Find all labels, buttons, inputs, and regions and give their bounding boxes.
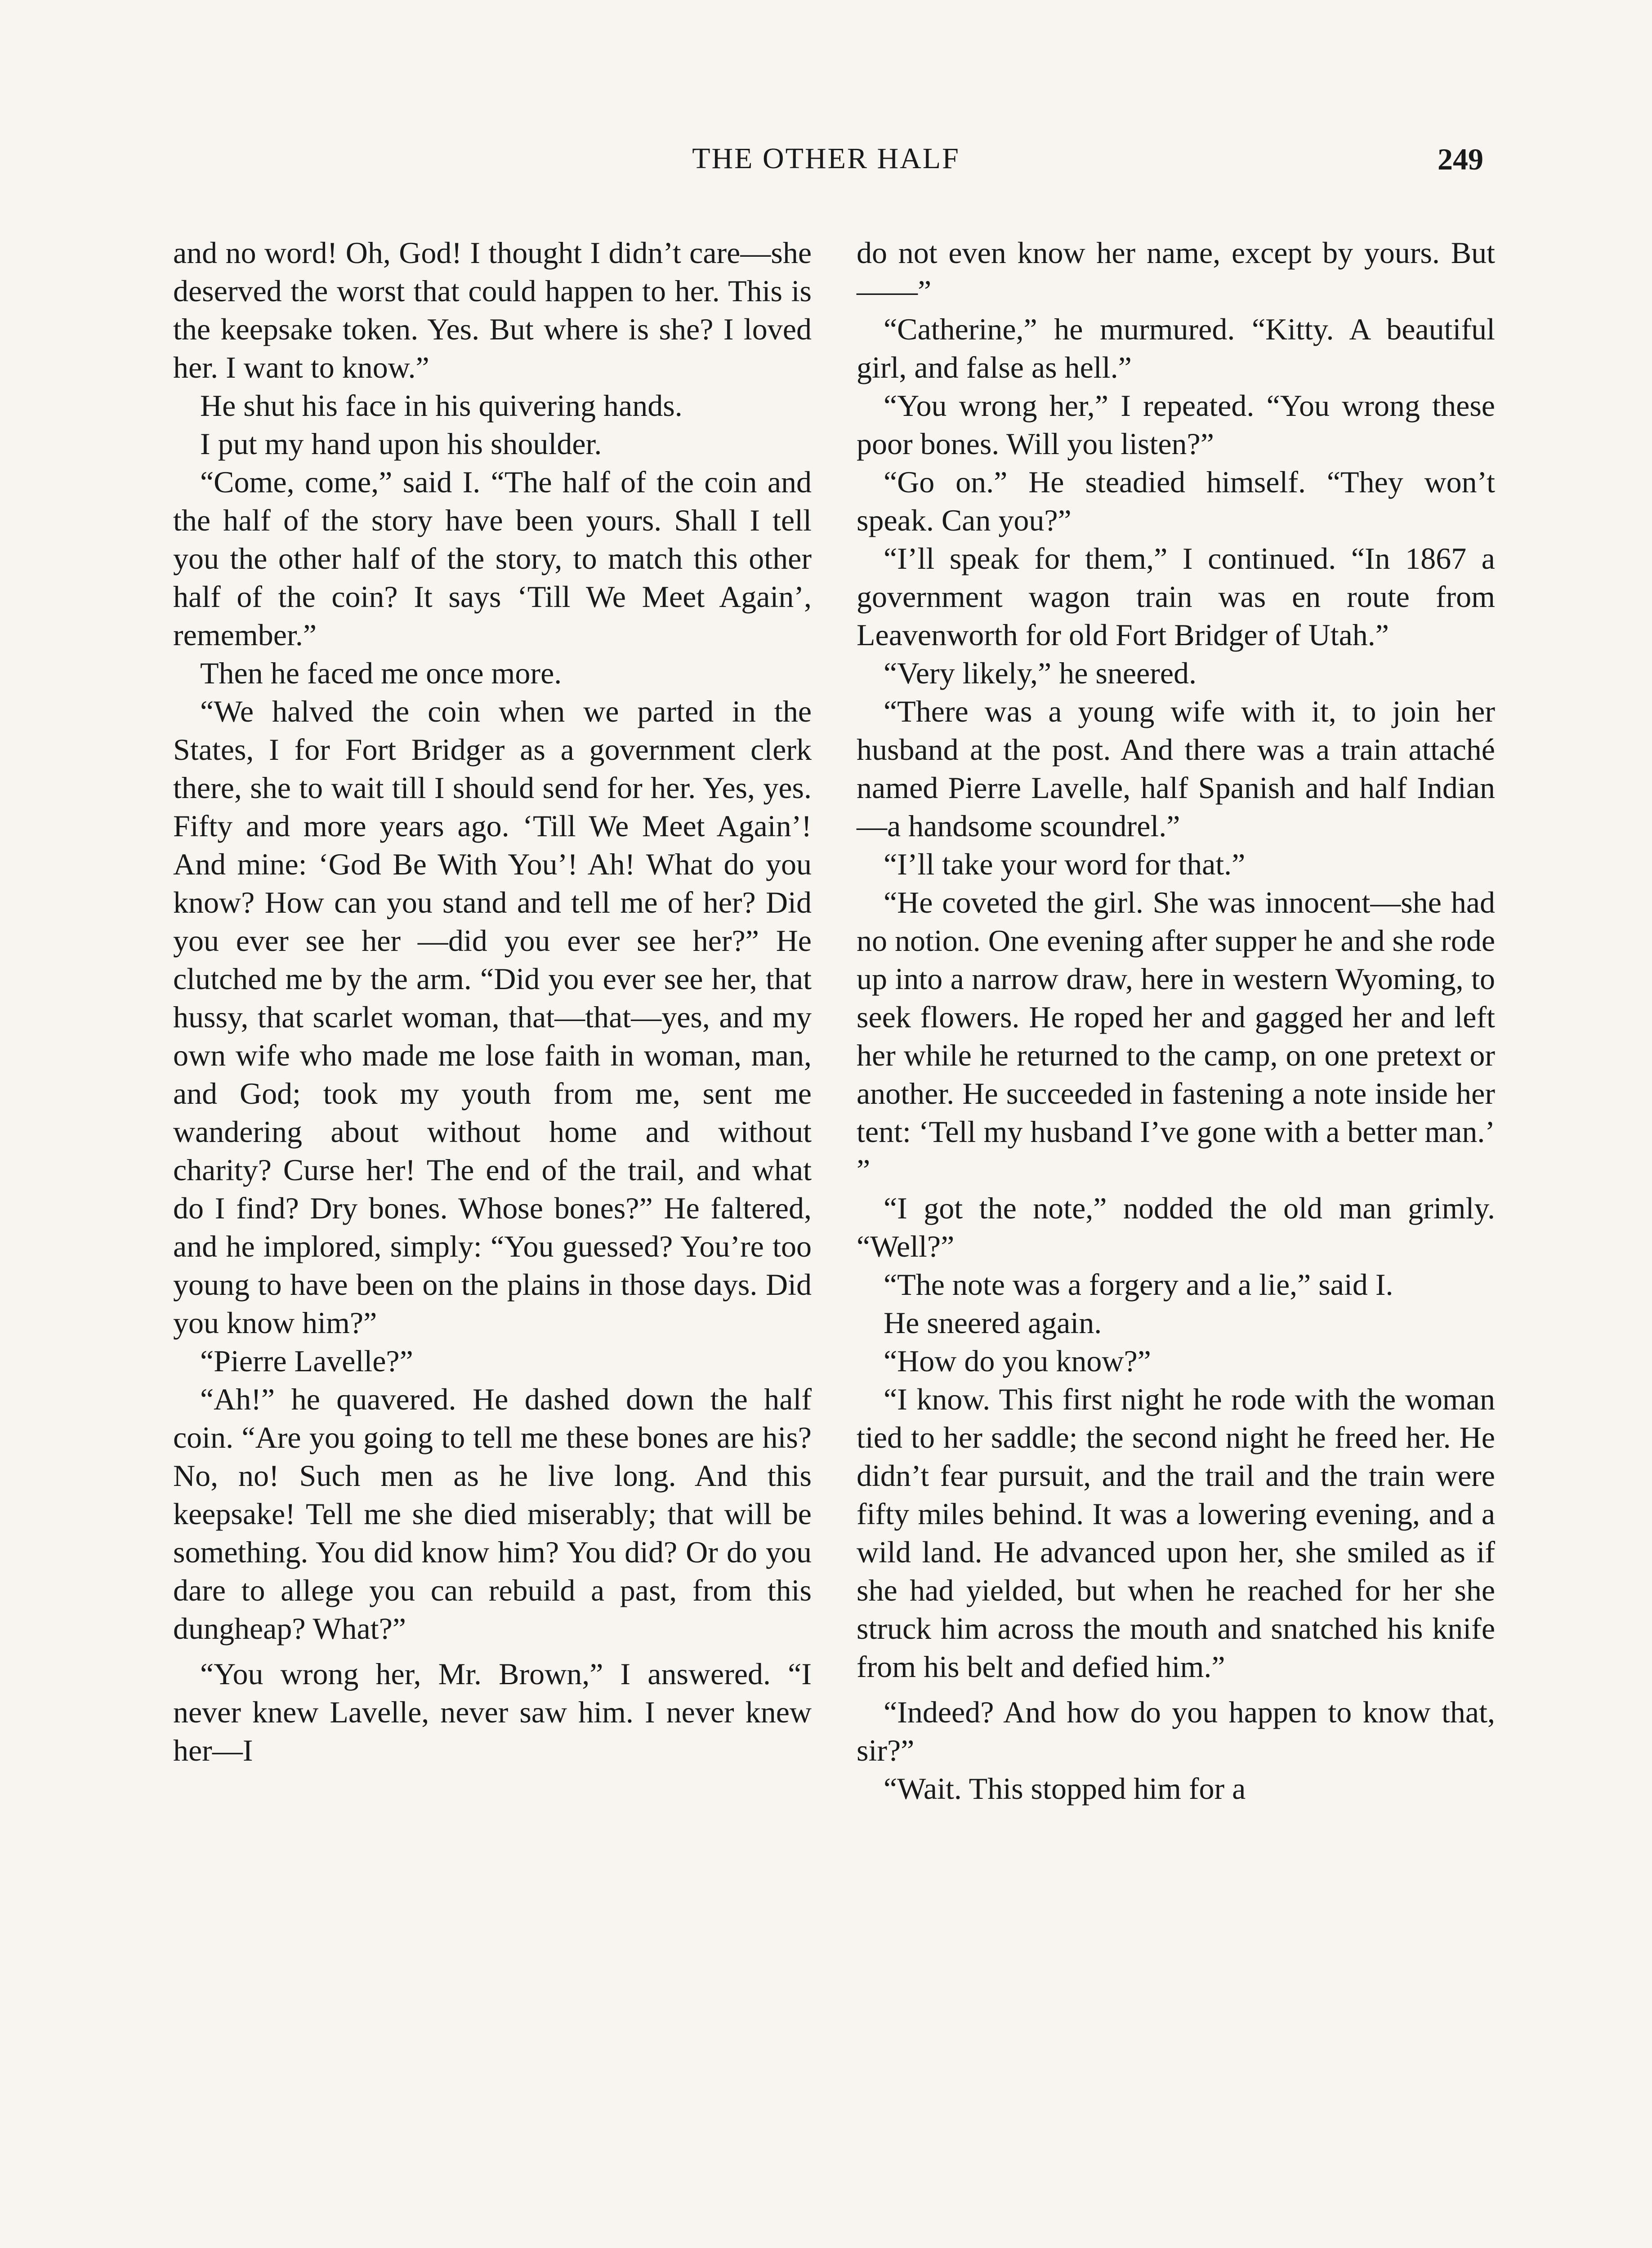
paragraph: “Catherine,” he murmured. “Kitty. A beautiful girl, and false as hell.”: [857, 312, 1495, 384]
paragraph: “You wrong her, Mr. Brown,” I answered. “I never knew Lavelle, never saw him. I never knew her—I: [173, 1657, 812, 1767]
paragraph: “Wait. This stopped him for a: [884, 1771, 1246, 1806]
paragraph: “I got the note,” nodded the old man grimly. “Well?”: [857, 1191, 1495, 1263]
paragraph: He shut his face in his quivering hands.: [200, 388, 683, 423]
paragraph: “Pierre Lavelle?”: [200, 1344, 413, 1378]
right-column: [857, 234, 1495, 1808]
paragraph: “I’ll take your word for that.”: [884, 847, 1246, 881]
paragraph: “Very likely,” he sneered.: [884, 656, 1197, 690]
paragraph: “You wrong her,” I repeated. “You wrong these poor bones. Will you listen?”: [857, 388, 1495, 461]
paragraph: “I know. This first night he rode with the woman tied to her saddle; the second night he freed her. He didn’t fear pursuit, and the trail and the train were fifty miles behind. It was a lowering evening, and a wild land. He advanced upon her, she smiled as if she had yielded, but when he reached for her she struck him across the mouth and snatched his knife from his belt and defied him.”: [857, 1382, 1495, 1684]
paragraph: “Come, come,” said I. “The half of the coin and the half of the story have been yours. Shall I tell you the other half of the story, to match this other half of the coin? It says ‘Till We Meet Again’, remember.”: [173, 465, 812, 652]
page-number: 249: [1438, 142, 1483, 176]
paragraph: He sneered again.: [884, 1306, 1102, 1340]
paragraph: “There was a young wife with it, to join her husband at the post. And there was a train attaché named Pierre Lavelle, half Spanish and half Indian—a handsome scoundrel.”: [857, 694, 1495, 843]
paragraph: “Ah!” he quavered. He dashed down the half coin. “Are you going to tell me these bones are his? No, no! Such men as he live long. And this keepsake! Tell me she died miserably; that will be something. You did know him? You did? Or do you dare to allege you can rebuild a past, from this dungheap? What?”: [173, 1382, 812, 1646]
paragraph: “The note was a forgery and a lie,” said I.: [884, 1267, 1393, 1302]
paragraph: do not even know her name, except by yours. But——”: [857, 236, 1495, 308]
paragraph: “Go on.” He steadied himself. “They won’t speak. Can you?”: [857, 465, 1495, 537]
paragraph: “How do you know?”: [884, 1344, 1151, 1378]
left-column: [173, 234, 812, 1770]
paragraph: “Indeed? And how do you happen to know that, sir?”: [857, 1695, 1495, 1767]
paragraph: and no word! Oh, God! I thought I didn’t care—she deserved the worst that could happen to her. This is the keepsake token. Yes. But where is she? I loved her. I want to know.”: [173, 236, 812, 384]
paragraph: I put my hand upon his shoulder.: [200, 427, 602, 461]
paragraph: “He coveted the girl. She was innocent—she had no notion. One evening after supper he and she rode up into a narrow draw, here in western Wyoming, to seek flowers. He roped her and gagged her and left her while he returned to the camp, on one pretext or another. He succeeded in fastening a note inside her tent: ‘Tell my husband I’ve gone with a better man.’ ”: [857, 885, 1495, 1187]
running-title: THE OTHER HALF: [692, 142, 960, 175]
paragraph: “We halved the coin when we parted in the States, I for Fort Bridger as a government clerk there, she to wait till I should send for her. Yes, yes. Fifty and more years ago. ‘Till We Meet Again’! And mine: ‘God Be With You’! Ah! What do you know? How can you stand and tell me of her? Did you ever see her —did you ever see her?” He clutched me by the arm. “Did you ever see her, that hussy, that scarlet woman, that—that—yes, and my own wife who made me lose faith in woman, man, and God; took my youth from me, sent me wandering about without home and without charity? Curse her! The end of the trail, and what do I find? Dry bones. Whose bones?” He faltered, and he implored, simply: “You guessed? You’re too young to have been on the plains in those days. Did you know him?”: [173, 694, 812, 1340]
paragraph: Then he faced me once more.: [200, 656, 562, 690]
paragraph: “I’ll speak for them,” I continued. “In 1867 a government wagon train was en route from Leavenworth for old Fort Bridger of Utah.”: [857, 541, 1495, 652]
